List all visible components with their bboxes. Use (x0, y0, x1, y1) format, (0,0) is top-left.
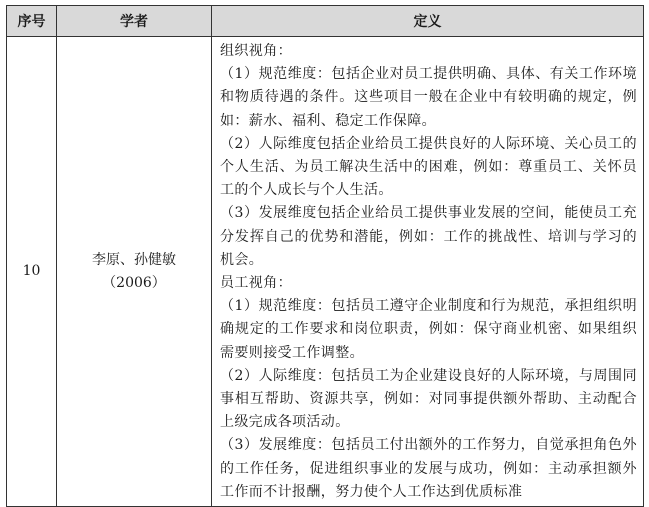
definition-item-org-interpersonal: （2）人际维度包括企业给员工提供良好的人际环境、关心员工的个人生活、为员工解决生活中的困难，例如：尊重员工、关怀员工的个人成长与个人生活。 (220, 135, 637, 199)
scholar-year: （2006） (102, 274, 166, 291)
cell-definition (212, 37, 644, 507)
definition-item-emp-development: （3）发展维度：包括员工付出额外的工作努力，自觉承担角色外的工作任务，促进组织事业的发展与成功，例如：主动承担额外工作而不计报酬，努力使个人工作达到优质标准 (220, 437, 637, 500)
header-serial-number: 序号 (7, 6, 57, 37)
definition-heading-employee: 员工视角： (220, 275, 292, 292)
table-header (7, 6, 644, 37)
definition-heading-organization: 组织视角： (220, 43, 292, 59)
definition-item-org-development: （3）发展维度包括企业给员工提供事业发展的空间，能使员工充分发挥自己的优势和潜能，例如：工作的挑战性、培训与学习的机会。 (220, 205, 637, 268)
definition-table (6, 5, 644, 507)
scholar-name: 李原、孙健敏 (92, 251, 176, 268)
table-row (7, 37, 644, 507)
definition-item-emp-normative: （1）规范维度：包括员工遵守企业制度和行为规范，承担组织明确规定的工作要求和岗位职责，例如：保守商业机密、如果组织需要则接受工作调整。 (220, 298, 637, 361)
table-body (7, 37, 644, 507)
header-row (7, 6, 644, 37)
header-definition: 定义 (212, 6, 644, 37)
definition-item-emp-interpersonal: （2）人际维度：包括员工为企业建设良好的人际环境，与周围同事相互帮助、资源共享，例如：对同事提供额外帮助、主动配合上级完成各项活动。 (220, 367, 637, 431)
header-scholar: 学者 (57, 6, 212, 37)
cell-scholar (57, 37, 212, 507)
definition-table-wrapper (6, 5, 643, 500)
definition-item-org-normative: （1）规范维度：包括企业对员工提供明确、具体、有关工作环境和物质待遇的条件。这些项目一般在企业中有较明确的规定，例如：薪水、福利、稳定工作保障。 (220, 66, 637, 129)
cell-serial-number: 10 (7, 37, 57, 507)
